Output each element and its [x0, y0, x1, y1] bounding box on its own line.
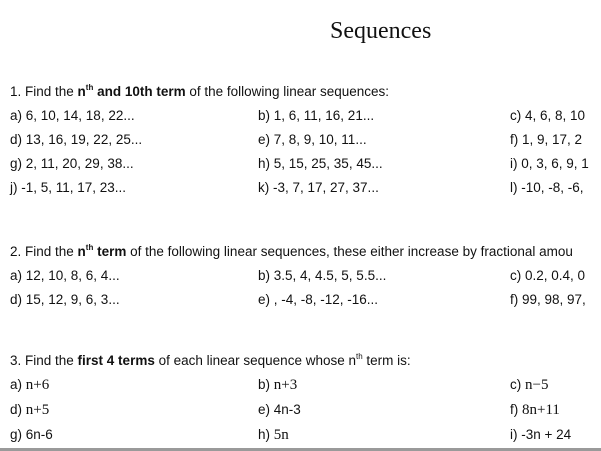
sequence-item: a) 6, 10, 14, 18, 22...: [10, 108, 135, 123]
item-expression: n−5: [525, 377, 549, 393]
sequence-item: d) 15, 12, 9, 6, 3...: [10, 292, 120, 307]
sequence-item: [258, 377, 297, 393]
q2-heading: 2. Find the $n^{th}$ term of the following linear sequences, these either increase by fractional amou: [10, 243, 573, 259]
sequence-item: g) 2, 11, 20, 29, 38...: [10, 156, 134, 171]
item-label: h): [258, 427, 274, 442]
sequence-item: h) 5, 15, 25, 35, 45...: [258, 156, 383, 171]
item-label: i): [510, 427, 522, 442]
sequence-item: [510, 427, 571, 443]
item-label: c): [510, 377, 525, 392]
sequence-item: e) 7, 8, 9, 10, 11...: [258, 132, 367, 147]
sequence-item: c) 0.2, 0.4, 0: [510, 268, 586, 283]
item-label: f): [510, 402, 522, 417]
item-expression: 6n-6: [25, 427, 53, 442]
sequence-item: k) -3, 7, 17, 27, 37...: [258, 180, 379, 195]
item-expression: n+3: [273, 377, 298, 393]
sequence-item: [510, 402, 560, 418]
page-title: Sequences: [330, 18, 432, 44]
sequence-item: [510, 377, 548, 393]
sequence-item: f) 99, 98, 97,: [510, 292, 586, 307]
sequence-item: b) 3.5, 4, 4.5, 5, 5.5...: [258, 268, 387, 283]
sequence-item: [10, 402, 49, 418]
sequence-item: f) 1, 9, 17, 2: [510, 132, 583, 147]
sequence-item: e) , -4, -8, -12, -16...: [258, 292, 379, 307]
sequence-item: i) 0, 3, 6, 9, 1: [510, 156, 589, 171]
item-label: d): [10, 402, 26, 417]
item-label: g): [10, 427, 26, 442]
item-expression: n+6: [25, 377, 50, 393]
sequence-item: a) 12, 10, 8, 6, 4...: [10, 268, 120, 283]
item-expression: 5n: [273, 427, 289, 443]
item-label: b): [258, 377, 274, 392]
item-expression: n+5: [25, 402, 50, 418]
item-expression: 8n+11: [522, 402, 560, 418]
sequence-item: l) -10, -8, -6,: [510, 180, 584, 195]
sequence-item: c) 4, 6, 8, 10: [510, 108, 586, 123]
sequence-item: [258, 402, 301, 418]
item-expression: -3n + 24: [521, 427, 572, 442]
item-label: a): [10, 377, 26, 392]
sequence-item: [10, 377, 49, 393]
item-label: e): [258, 402, 274, 417]
sequence-item: b) 1, 6, 11, 16, 21...: [258, 108, 375, 123]
item-expression: 4n-3: [273, 402, 301, 417]
q1-heading: 1. Find the $n^{th}$ and 10th term of the following linear sequences:: [10, 83, 390, 99]
sequence-item: j) -1, 5, 11, 17, 23...: [10, 180, 127, 195]
sequence-item: d) 13, 16, 19, 22, 25...: [10, 132, 143, 147]
sequence-item: [258, 427, 289, 443]
q3-heading: 3. Find the first 4 terms of each linear sequence whose $n^{th}$ term is:: [10, 352, 411, 368]
sequence-item: [10, 427, 53, 443]
